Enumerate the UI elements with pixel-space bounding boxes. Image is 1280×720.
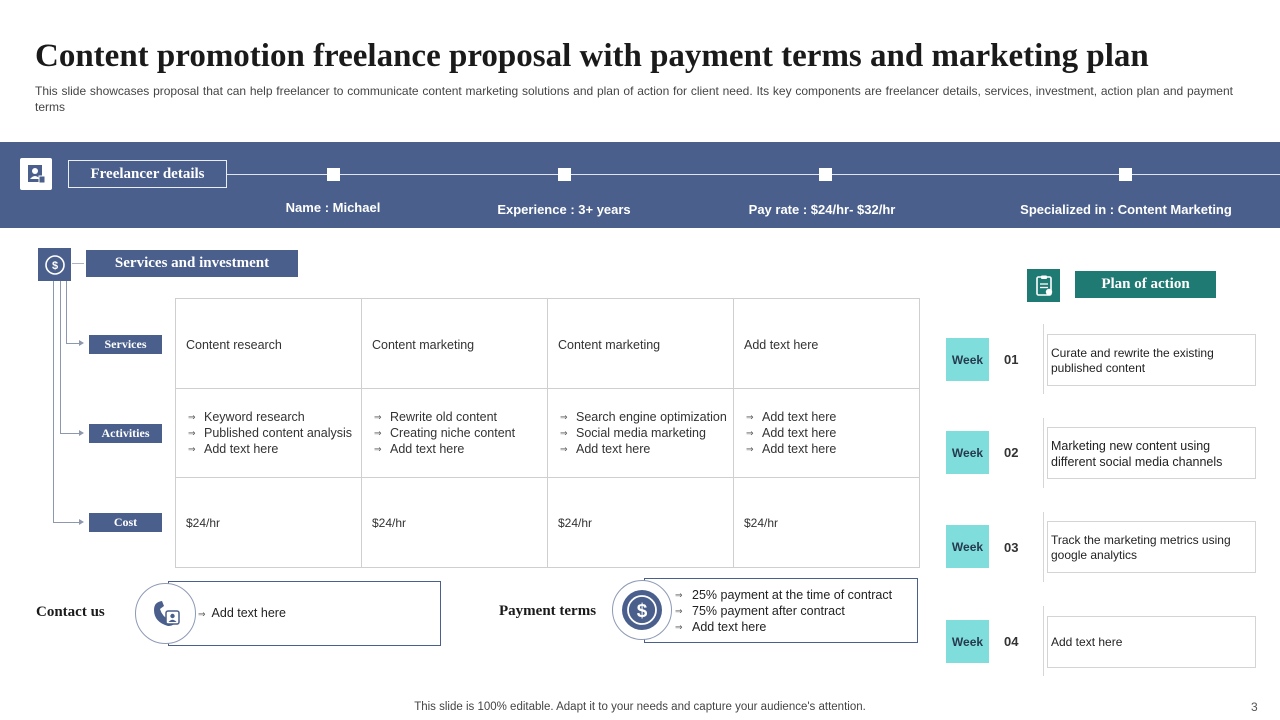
activity-item: ⇒ Published content analysis: [186, 425, 355, 441]
table-cell-activities: [734, 389, 920, 478]
freelancer-name: Name : Michael: [285, 200, 381, 215]
freelancer-pay-rate: Pay rate : $24/hr- $32/hr: [748, 202, 896, 217]
week-tag: Week: [946, 338, 989, 381]
timeline-marker: [558, 168, 571, 181]
section-connector: [72, 263, 84, 264]
week-tag: Week: [946, 620, 989, 663]
row-label-cost: Cost: [89, 513, 162, 532]
week-tag: Week: [946, 525, 989, 568]
tree-connector: [66, 343, 80, 344]
svg-text:$: $: [636, 601, 648, 622]
table-cell-service: Add text here: [734, 299, 920, 389]
freelancer-profile-icon: [20, 158, 52, 190]
activity-item: ⇒ Creating niche content: [372, 425, 541, 441]
row-label-services: Services: [89, 335, 162, 354]
tree-connector: [53, 281, 54, 522]
week-task-box: Curate and rewrite the existing published content: [1047, 334, 1256, 386]
clipboard-icon: [1027, 269, 1060, 302]
activity-item: ⇒ Rewrite old content: [372, 409, 541, 425]
activity-item: ⇒ Add text here: [186, 441, 355, 457]
tree-arrow: [79, 430, 84, 436]
freelancer-details-label: Freelancer details: [68, 160, 227, 188]
week-number: 01: [1004, 352, 1019, 367]
activity-item: ⇒ Keyword research: [186, 409, 355, 425]
svg-text:$: $: [51, 259, 58, 272]
activity-item: ⇒ Add text here: [558, 441, 727, 457]
payment-term-item: ⇒ 75% payment after contract: [675, 603, 892, 619]
table-cell-cost: $24/hr: [176, 478, 362, 567]
week-divider: [1043, 512, 1044, 582]
page-title: Content promotion freelance proposal with payment terms and marketing plan: [35, 38, 1149, 74]
activity-item: ⇒ Search engine optimization: [558, 409, 727, 425]
timeline-marker: [819, 168, 832, 181]
tree-arrow: [79, 340, 84, 346]
week-number: 03: [1004, 540, 1019, 555]
tree-connector: [60, 281, 61, 434]
table-cell-activities: [548, 389, 734, 478]
week-task-box: Track the marketing metrics using google analytics: [1047, 521, 1256, 573]
table-cell-cost: $24/hr: [548, 478, 734, 567]
table-cell-service: Content marketing: [362, 299, 548, 389]
week-divider: [1043, 418, 1044, 488]
timeline-marker: [1119, 168, 1132, 181]
contact-us-label: Contact us: [36, 604, 105, 620]
payment-term-item: ⇒ 25% payment at the time of contract: [675, 587, 892, 603]
activity-item: ⇒ Social media marketing: [558, 425, 727, 441]
phone-contact-icon: [135, 583, 196, 644]
week-divider: [1043, 606, 1044, 676]
table-cell-cost: $24/hr: [362, 478, 548, 567]
row-label-activities: Activities: [89, 424, 162, 443]
activity-item: ⇒ Add text here: [744, 441, 914, 457]
footer-note: This slide is 100% editable. Adapt it to your needs and capture your audience's attention.: [414, 701, 866, 713]
week-divider: [1043, 324, 1044, 394]
page-subtitle: This slide showcases proposal that can help freelancer to communicate content marketing solutions and plan of action for client need. Its key components are freelancer details, services, investment, action plan and payment terms: [35, 84, 1233, 114]
week-number: 04: [1004, 634, 1019, 649]
payment-terms-label: Payment terms: [499, 603, 597, 619]
services-investment-label: Services and investment: [86, 250, 298, 277]
table-cell-service: Content marketing: [548, 299, 734, 389]
week-task-box: Marketing new content using different social media channels: [1047, 427, 1256, 479]
table-cell-activities: [176, 389, 362, 478]
timeline-marker: [327, 168, 340, 181]
tree-arrow: [79, 519, 84, 525]
activity-item: ⇒ Add text here: [744, 409, 914, 425]
tree-connector: [53, 522, 80, 523]
freelancer-details-band: [0, 142, 1280, 228]
week-task-box: Add text here: [1047, 616, 1256, 668]
services-table: [175, 298, 920, 568]
week-number: 02: [1004, 445, 1019, 460]
payment-term-item: ⇒ Add text here: [675, 619, 892, 635]
freelancer-experience: Experience : 3+ years: [497, 202, 631, 217]
payment-terms-list: [675, 587, 892, 635]
activity-item: ⇒ Add text here: [744, 425, 914, 441]
contact-text: ⇒ Add text here: [198, 606, 286, 620]
tree-connector: [60, 433, 80, 434]
tree-connector: [66, 281, 67, 344]
table-cell-cost: $24/hr: [744, 516, 779, 530]
plan-of-action-label: Plan of action: [1075, 271, 1216, 298]
week-tag: Week: [946, 431, 989, 474]
dollar-coin-icon: [38, 248, 71, 281]
page-number: 3: [1251, 700, 1258, 714]
activity-item: ⇒ Add text here: [372, 441, 541, 457]
freelancer-specialization: Specialized in : Content Marketing: [1020, 202, 1232, 217]
dollar-circle-icon: [612, 580, 672, 640]
table-cell-activities: [362, 389, 548, 478]
table-cell-service: Content research: [176, 299, 362, 389]
